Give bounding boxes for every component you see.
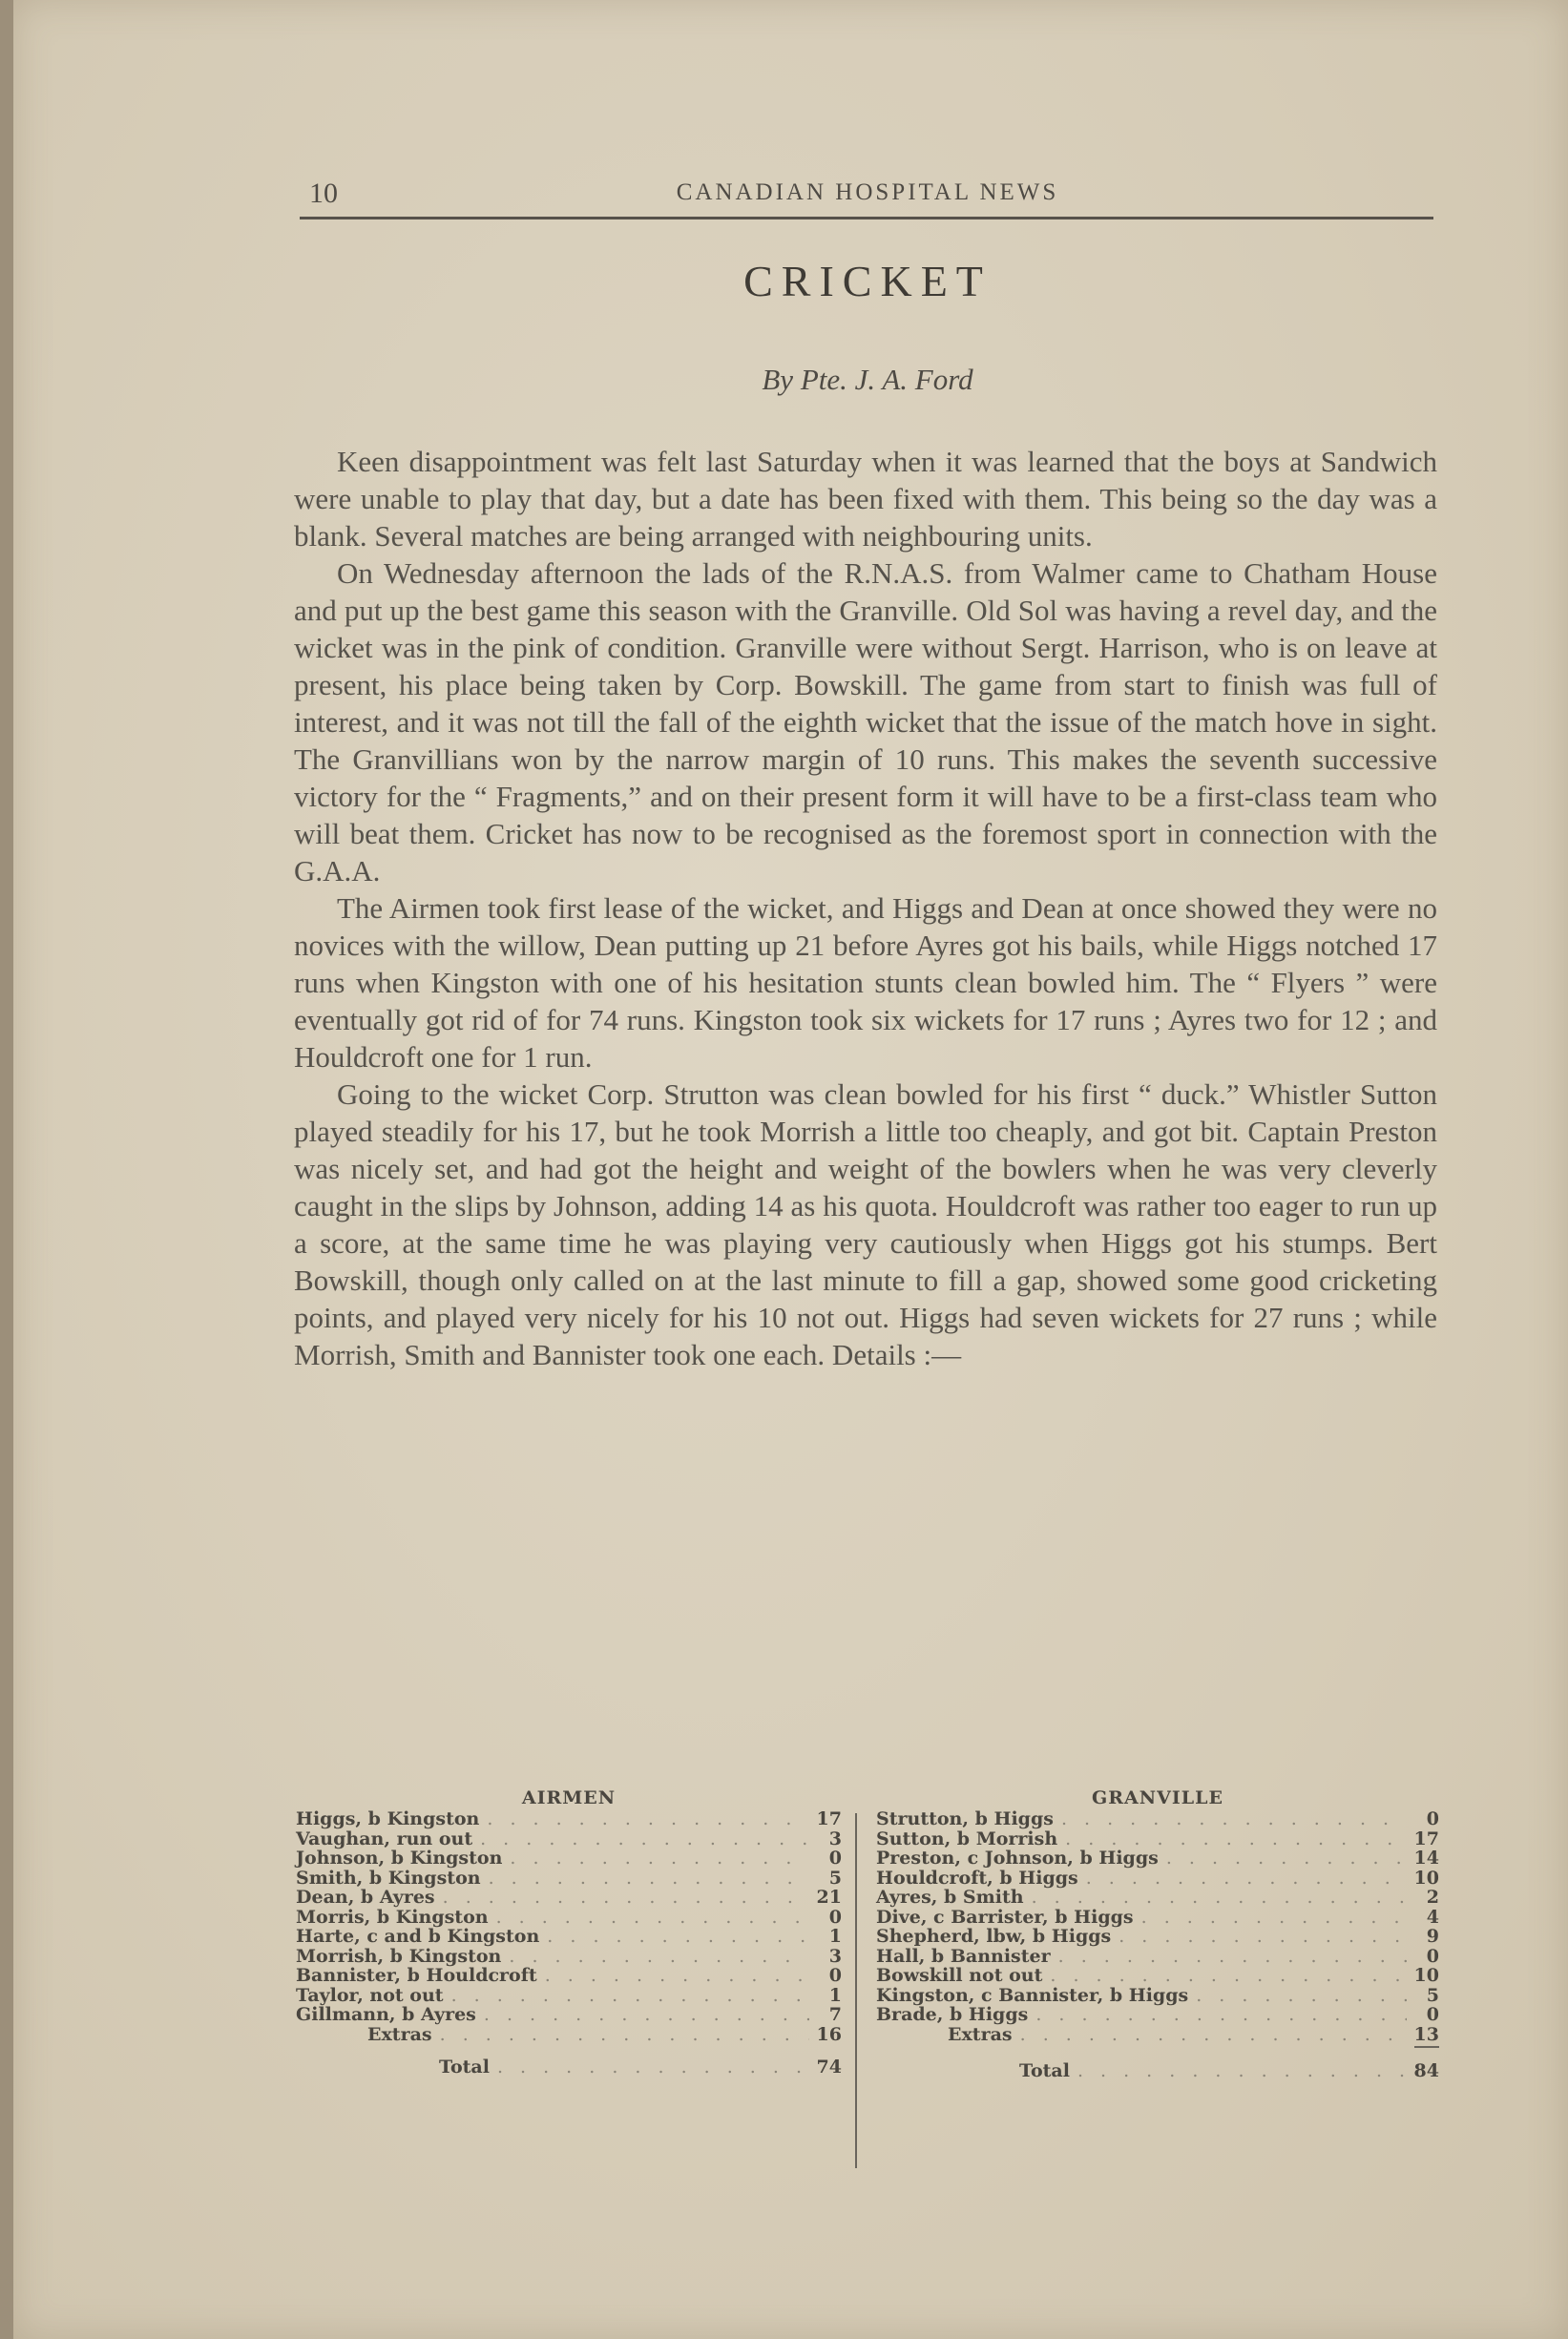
runs-value: 3	[828, 1827, 842, 1849]
batting-row	[876, 1888, 1439, 1908]
batsman-name: Kingston, c Bannister, b Higgs	[876, 1984, 1189, 2006]
leader-dots	[539, 1927, 809, 1947]
runs-value: 5	[1426, 1984, 1439, 2006]
total-rule	[1414, 2046, 1439, 2048]
batsman-name: Brade, b Higgs	[876, 2004, 1029, 2025]
leader-dots	[1188, 1986, 1407, 2006]
leader-dots	[1024, 1888, 1407, 1908]
total-value: 84	[1413, 2060, 1439, 2081]
runs-value: 4	[1426, 1906, 1439, 1928]
paragraph: Keen disappointment was felt last Saturday when it was learned that the boys at Sandwich were unable to play that day, but a date has been fixed with them. This being so the day was a blank. Several matches are being arranged with neighbouring units.	[294, 445, 1437, 553]
leader-dots	[476, 2005, 809, 2025]
team-name: AIRMEN	[521, 1787, 617, 1808]
runs-value: 17	[816, 1808, 842, 1829]
running-title: CANADIAN HOSPITAL NEWS	[676, 179, 1059, 205]
leader-dots	[1051, 1947, 1407, 1967]
batting-row	[876, 1809, 1439, 1829]
total-value: 74	[816, 2057, 842, 2078]
batsman-name: Hall, b Bannister	[876, 1945, 1051, 1967]
total-row	[876, 2061, 1439, 2081]
batsman-name: Ayres, b Smith	[876, 1887, 1024, 1908]
leader-dots	[479, 1809, 809, 1829]
batsman-name: Preston, c Johnson, b Higgs	[876, 1848, 1159, 1869]
batting-row	[876, 1947, 1439, 1967]
batsman-name: Dive, c Barrister, b Higgs	[876, 1906, 1134, 1928]
runs-value: 0	[1426, 2004, 1439, 2025]
batting-row	[876, 1869, 1439, 1889]
extras-row	[876, 2025, 1439, 2045]
batsman-name: Gillmann, b Ayres	[296, 2004, 476, 2025]
runs-value: 0	[828, 1965, 842, 1986]
batting-row	[296, 1908, 842, 1928]
batting-row	[876, 1908, 1439, 1928]
batting-row	[296, 1848, 842, 1869]
runs-value: 0	[1426, 1808, 1439, 1829]
page-number: 10	[309, 178, 338, 209]
batting-row	[876, 1966, 1439, 1986]
paragraph: Going to the wicket Corp. Strutton was clean bowled for his first “ duck.” Whistler Sutton played steadily for his 17, but he took Morrish a little too cheaply, and got bit. Captain Preston was nicely set, and had got the height and weight of the bowlers when he was very cleverly caught in the slips by Johnson, adding 14 as his quota. Houldcroft was rather too eager to run up a score, at the same time he was playing very cautiously when Higgs got his stumps. Bert Bowskill, though only called on at the last minute to fill a gap, showed some good cricketing points, and played very nicely for his 10 not out. Higgs had seven wickets for 27 runs ; while Morrish, Smith and Bannister took one each. Details :—	[294, 1077, 1437, 1371]
leader-dots	[1078, 1869, 1407, 1889]
runs-value: 5	[828, 1867, 842, 1889]
extras-label: Extras	[948, 2023, 1013, 2045]
batsman-name: Dean, b Ayres	[296, 1887, 435, 1908]
total-label: Total	[439, 2057, 490, 2078]
leader-dots	[502, 1848, 809, 1869]
batting-list	[876, 1809, 1439, 2025]
leader-dots	[1159, 1848, 1407, 1869]
leader-dots	[501, 1947, 809, 1967]
leader-dots	[1111, 1927, 1407, 1947]
batting-row	[296, 1986, 842, 2006]
extras-label: Extras	[367, 2023, 432, 2045]
batting-row	[296, 1966, 842, 1986]
leader-dots	[1070, 2061, 1407, 2081]
extras-value: 13	[1413, 2023, 1439, 2045]
batsman-name: Johnson, b Kingston	[296, 1848, 503, 1869]
batting-row	[296, 2005, 842, 2025]
leader-dots	[489, 1908, 809, 1928]
airmen-innings	[296, 1786, 842, 2078]
batsman-name: Higgs, b Kingston	[296, 1808, 480, 1829]
batsman-name: Smith, b Kingston	[296, 1867, 481, 1889]
batting-row	[876, 1848, 1439, 1869]
total-label: Total	[1019, 2060, 1070, 2081]
runs-value: 17	[1413, 1827, 1439, 1849]
runs-value: 0	[828, 1848, 842, 1869]
batsman-name: Bannister, b Houldcroft	[296, 1965, 537, 1986]
batting-row	[876, 1829, 1439, 1849]
scorecard	[296, 1786, 1441, 2081]
runs-value: 10	[1413, 1867, 1439, 1889]
runs-value: 7	[828, 2004, 842, 2025]
runs-value: 3	[828, 1945, 842, 1967]
team-name: GRANVILLE	[1092, 1787, 1223, 1808]
leader-dots	[481, 1869, 809, 1889]
batting-row	[876, 1986, 1439, 2006]
runs-value: 1	[828, 1926, 842, 1947]
leader-dots	[435, 1888, 809, 1908]
runs-value: 21	[816, 1887, 842, 1908]
batsman-name: Morris, b Kingston	[296, 1906, 489, 1928]
leader-dots	[537, 1966, 809, 1986]
batsman-name: Strutton, b Higgs	[876, 1808, 1054, 1829]
granville-innings	[876, 1786, 1439, 2081]
batting-row	[296, 1888, 842, 1908]
batsman-name: Sutton, b Morrish	[876, 1827, 1058, 1849]
runs-value: 10	[1413, 1965, 1439, 1986]
total-row	[296, 2057, 842, 2078]
batting-row	[296, 1947, 842, 1967]
magazine-page	[13, 0, 1568, 2339]
batting-row	[876, 2005, 1439, 2025]
paragraph: The Airmen took first lease of the wicket, and Higgs and Dean at once showed they were no novices with the willow, Dean putting up 21 before Ayres got his bails, while Higgs notched 17 runs when Kingston with one of his hesitation stunts clean bowled him. The “ Flyers ” were eventually got rid of for 74 runs. Kingston took six wickets for 17 runs ; Ayres two for 12 ; and Houldcroft one for 1 run.	[294, 891, 1437, 1074]
leader-dots	[1057, 1829, 1407, 1849]
batting-row	[296, 1927, 842, 1947]
article-byline: By Pte. J. A. Ford	[762, 363, 973, 396]
runs-value: 0	[1426, 1945, 1439, 1967]
batting-row	[296, 1809, 842, 1829]
leader-dots	[472, 1829, 809, 1849]
article-body	[294, 443, 1437, 1373]
batsman-name: Morrish, b Kingston	[296, 1945, 502, 1967]
runs-value: 9	[1426, 1926, 1439, 1947]
runs-value: 2	[1426, 1887, 1439, 1908]
batsman-name: Houldcroft, b Higgs	[876, 1867, 1078, 1889]
leader-dots	[1013, 2025, 1407, 2045]
header-rule	[300, 217, 1433, 219]
article-title: CRICKET	[743, 257, 992, 305]
leader-dots	[1028, 2005, 1407, 2025]
batsman-name: Taylor, not out	[296, 1984, 444, 2006]
column-divider	[855, 1813, 857, 2168]
runs-value: 0	[828, 1906, 842, 1928]
batting-row	[876, 1927, 1439, 1947]
batsman-name: Harte, c and b Kingston	[296, 1926, 540, 1947]
batsman-name: Bowskill not out	[876, 1965, 1043, 1986]
paragraph: On Wednesday afternoon the lads of the R.N.A.S. from Walmer came to Chatham House and put up the best game this season with the Granville. Old Sol was having a revel day, and the wicket was in the pink of condition. Granville were without Sergt. Harrison, who is on leave at present, his place being taken by Corp. Bowskill. The game from start to finish was full of interest, and it was not till the fall of the eighth wicket that the issue of the match hove in sight. The Granvillians won by the narrow margin of 10 runs. This makes the seventh successive victory for the “ Fragments,” and on their present form it will have to be a first-class team who will beat them. Cricket has now to be recognised as the foremost sport in connection with the G.A.A.	[294, 556, 1437, 888]
leader-dots	[490, 2057, 809, 2078]
leader-dots	[432, 2025, 809, 2045]
leader-dots	[1134, 1908, 1407, 1928]
extras-row	[296, 2025, 842, 2045]
batsman-name: Shepherd, lbw, b Higgs	[876, 1926, 1112, 1947]
batting-row	[296, 1869, 842, 1889]
runs-value: 14	[1413, 1848, 1439, 1869]
extras-value: 16	[816, 2023, 842, 2045]
batting-row	[296, 1829, 842, 1849]
leader-dots	[444, 1986, 809, 2006]
leader-dots	[1054, 1809, 1407, 1829]
batsman-name: Vaughan, run out	[296, 1827, 473, 1849]
batting-list	[296, 1809, 842, 2025]
leader-dots	[1042, 1966, 1407, 1986]
page-header	[300, 172, 1435, 219]
runs-value: 1	[828, 1984, 842, 2006]
